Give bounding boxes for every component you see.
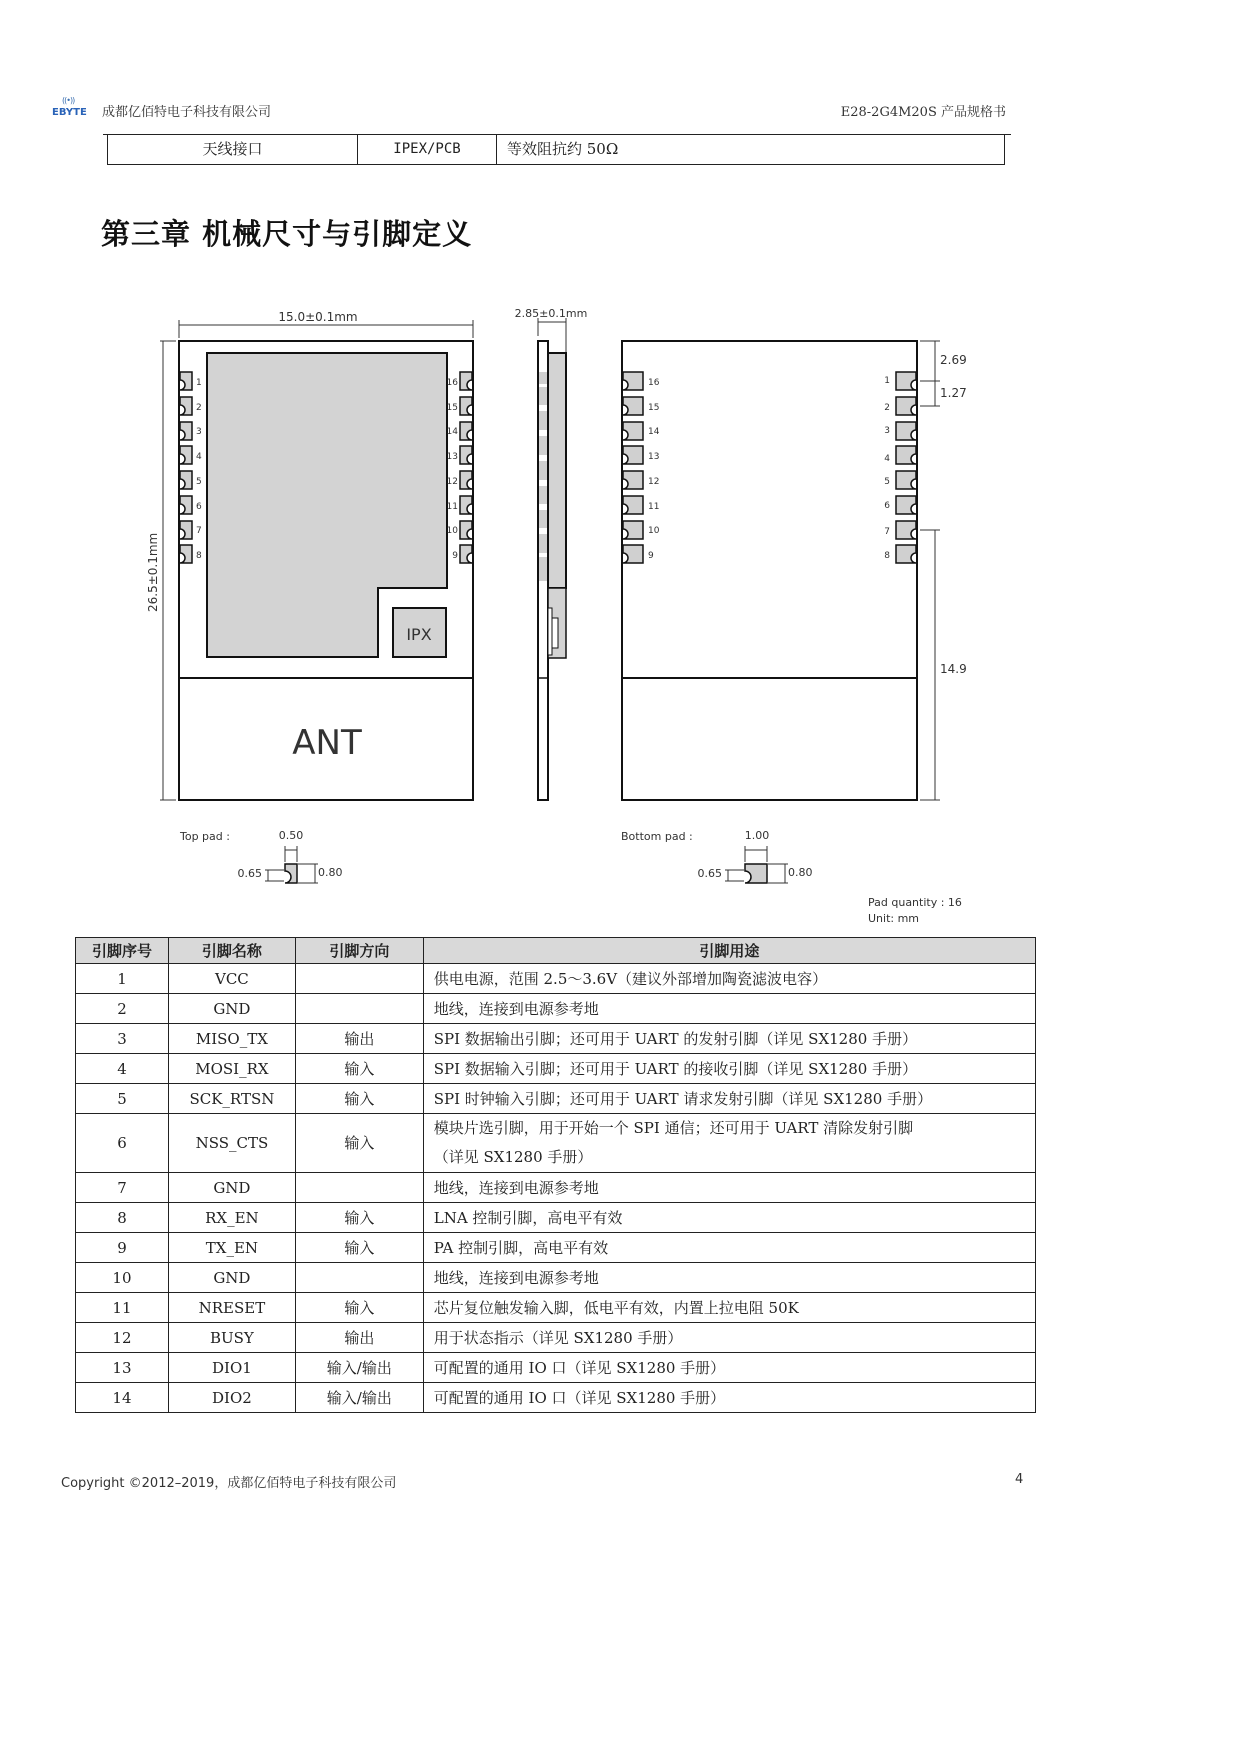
pin-number: 10 — [76, 1263, 169, 1293]
antenna-label: 天线接口 — [108, 134, 358, 164]
pin-function: 可配置的通用 IO 口（详见 SX1280 手册） — [423, 1353, 1035, 1383]
table-row — [76, 1323, 1036, 1353]
pin-function: SPI 数据输出引脚；还可用于 UART 的发射引脚（详见 SX1280 手册） — [423, 1024, 1035, 1054]
header-pin-name: 引脚名称 — [168, 938, 295, 964]
top-pad-detail — [179, 829, 343, 883]
chapter-title: 第三章 机械尺寸与引脚定义 — [101, 217, 473, 251]
pin-number: 2 — [76, 994, 169, 1024]
top-pad-inner: 0.65 — [237, 867, 262, 880]
table-row — [76, 1084, 1036, 1114]
pin-function: LNA 控制引脚，高电平有效 — [423, 1203, 1035, 1233]
pin-name: GND — [168, 1173, 295, 1203]
pin-function: 地线，连接到电源参考地 — [423, 994, 1035, 1024]
pin-label: 14 — [446, 427, 458, 437]
pin-number: 12 — [76, 1323, 169, 1353]
pin-label: 5 — [196, 477, 202, 487]
ant-label: ANT — [292, 723, 362, 763]
pin-direction: 输入 — [295, 1084, 423, 1114]
pin-name: VCC — [168, 964, 295, 994]
pin-function: 供电电源，范围 2.5～3.6V（建议外部增加陶瓷滤波电容） — [423, 964, 1035, 994]
width-dimension: 15.0±0.1mm — [278, 310, 358, 324]
pin-label: 10 — [648, 526, 660, 536]
company-name: 成都亿佰特电子科技有限公司 — [102, 105, 272, 120]
bottom-pad-inner: 0.65 — [697, 867, 722, 880]
pin-label: 15 — [446, 403, 458, 413]
document-title: E28-2G4M20S 产品规格书 — [840, 105, 1006, 120]
pin-name: TX_EN — [168, 1233, 295, 1263]
wireless-signal-icon: ((•)) — [62, 96, 75, 105]
pin-label: 8 — [884, 551, 890, 561]
pin-name: DIO2 — [168, 1383, 295, 1413]
pin-number: 6 — [76, 1114, 169, 1173]
dimension-2-69: 2.69 — [940, 353, 967, 367]
pin-direction: 输出 — [295, 1323, 423, 1353]
table-row — [76, 1233, 1036, 1263]
pin-name: GND — [168, 1263, 295, 1293]
pin-number: 9 — [76, 1233, 169, 1263]
pin-label: 1 — [884, 376, 890, 386]
table-row — [76, 1293, 1036, 1323]
page-number: 4 — [1015, 1472, 1024, 1487]
table-row — [76, 1263, 1036, 1293]
pin-direction: 输入 — [295, 1114, 423, 1173]
pin-number: 13 — [76, 1353, 169, 1383]
front-view — [146, 310, 473, 800]
pin-name: RX_EN — [168, 1203, 295, 1233]
pin-function — [423, 1114, 1035, 1173]
pin-label: 7 — [196, 526, 202, 536]
pin-name: BUSY — [168, 1323, 295, 1353]
dimension-14-9: 14.9 — [940, 662, 967, 676]
pin-function: SPI 数据输入引脚；还可用于 UART 的接收引脚（详见 SX1280 手册） — [423, 1054, 1035, 1084]
pin-label: 16 — [446, 378, 458, 388]
pin-number: 4 — [76, 1054, 169, 1084]
pin-name: NRESET — [168, 1293, 295, 1323]
pin-direction — [295, 1263, 423, 1293]
pin-name: SCK_RTSN — [168, 1084, 295, 1114]
pin-direction — [295, 964, 423, 994]
pin-direction — [295, 1173, 423, 1203]
dimension-1-27: 1.27 — [940, 386, 967, 400]
table-header-row — [76, 938, 1036, 964]
pin-function-line-2: （详见 SX1280 手册） — [433, 1148, 593, 1166]
pin-name: NSS_CTS — [168, 1114, 295, 1173]
pin-function: 可配置的通用 IO 口（详见 SX1280 手册） — [423, 1383, 1035, 1413]
height-dimension: 26.5±0.1mm — [146, 532, 160, 612]
antenna-type: IPEX/PCB — [358, 134, 497, 164]
pad-quantity: Pad quantity : 16 — [868, 896, 962, 909]
pin-label: 4 — [884, 454, 890, 464]
pin-name: MOSI_RX — [168, 1054, 295, 1084]
pin-label: 1 — [196, 378, 202, 388]
pin-label: 7 — [884, 527, 890, 537]
pin-label: 10 — [446, 526, 458, 536]
pin-label: 12 — [446, 477, 458, 487]
pin-direction: 输入 — [295, 1233, 423, 1263]
pin-label: 4 — [196, 452, 202, 462]
table-row — [76, 1024, 1036, 1054]
pin-label: 8 — [196, 551, 202, 561]
table-row — [76, 964, 1036, 994]
table-row — [76, 1054, 1036, 1084]
table-row — [76, 1173, 1036, 1203]
pin-label: 6 — [884, 501, 890, 511]
pin-label: 11 — [446, 502, 458, 512]
table-row — [76, 1114, 1036, 1173]
antenna-impedance: 等效阻抗约 50Ω — [507, 140, 619, 158]
header-pin-number: 引脚序号 — [76, 938, 169, 964]
pin-label: 3 — [196, 427, 202, 437]
pin-direction: 输入/输出 — [295, 1383, 423, 1413]
pin-label: 13 — [446, 452, 458, 462]
top-pad-label: Top pad : — [180, 830, 230, 843]
table-row — [76, 1353, 1036, 1383]
pin-number: 3 — [76, 1024, 169, 1054]
pin-direction: 输出 — [295, 1024, 423, 1054]
pin-function-line-1: 模块片选引脚，用于开始一个 SPI 通信；还可用于 UART 清除发射引脚 — [433, 1119, 914, 1137]
header-pin-function: 引脚用途 — [423, 938, 1035, 964]
pin-label: 2 — [884, 403, 890, 413]
pin-label: 14 — [648, 427, 660, 437]
pin-label: 12 — [648, 477, 660, 487]
pin-function: SPI 时钟输入引脚；还可用于 UART 请求发射引脚（详见 SX1280 手册） — [423, 1084, 1035, 1114]
pin-function: 地线，连接到电源参考地 — [423, 1263, 1035, 1293]
pin-number: 11 — [76, 1293, 169, 1323]
pin-label: 16 — [648, 378, 660, 388]
pin-label: 13 — [648, 452, 660, 462]
thickness-dimension: 2.85±0.1mm — [514, 307, 588, 320]
table-row — [76, 1203, 1036, 1233]
pin-number: 5 — [76, 1084, 169, 1114]
pin-direction — [295, 994, 423, 1024]
bottom-pad-height: 0.80 — [788, 866, 813, 879]
pin-label: 15 — [648, 403, 660, 413]
bottom-pad-detail — [621, 829, 813, 883]
bottom-pad-label: Bottom pad : — [621, 830, 693, 843]
logo-text: EBYTE — [52, 107, 87, 118]
side-view — [515, 307, 588, 800]
header-pin-direction: 引脚方向 — [295, 938, 423, 964]
unit-label: Unit: mm — [868, 912, 920, 925]
pin-function: 地线，连接到电源参考地 — [423, 1173, 1035, 1203]
footer-copyright: Copyright ©2012–2019，成都亿佰特电子科技有限公司 — [61, 1476, 397, 1491]
pin-name: GND — [168, 994, 295, 1024]
table-row — [76, 1383, 1036, 1413]
table-row — [76, 994, 1036, 1024]
pin-function: 芯片复位触发输入脚，低电平有效，内置上拉电阻 50K — [423, 1293, 1035, 1323]
pin-direction: 输入 — [295, 1203, 423, 1233]
pin-number: 8 — [76, 1203, 169, 1233]
top-pad-height: 0.80 — [318, 866, 343, 879]
pin-direction: 输入 — [295, 1293, 423, 1323]
pin-label: 9 — [648, 551, 654, 561]
bottom-pad-width: 1.00 — [744, 829, 770, 842]
pin-number: 14 — [76, 1383, 169, 1413]
pin-definition-table — [75, 937, 1036, 1413]
pin-number: 7 — [76, 1173, 169, 1203]
pin-direction: 输入/输出 — [295, 1353, 423, 1383]
pin-name: MISO_TX — [168, 1024, 295, 1054]
pin-function: 用于状态指示（详见 SX1280 手册） — [423, 1323, 1035, 1353]
pin-label: 2 — [196, 403, 202, 413]
pin-label: 11 — [648, 502, 660, 512]
pin-label: 3 — [884, 426, 890, 436]
pin-label: 6 — [196, 502, 202, 512]
pin-label: 9 — [452, 551, 458, 561]
top-pad-width: 0.50 — [278, 829, 304, 842]
pin-function: PA 控制引脚，高电平有效 — [423, 1233, 1035, 1263]
pin-direction: 输入 — [295, 1054, 423, 1084]
bottom-view — [622, 341, 967, 800]
pin-name: DIO1 — [168, 1353, 295, 1383]
pin-number: 1 — [76, 964, 169, 994]
ipx-label: IPX — [406, 625, 432, 644]
pin-label: 5 — [884, 477, 890, 487]
